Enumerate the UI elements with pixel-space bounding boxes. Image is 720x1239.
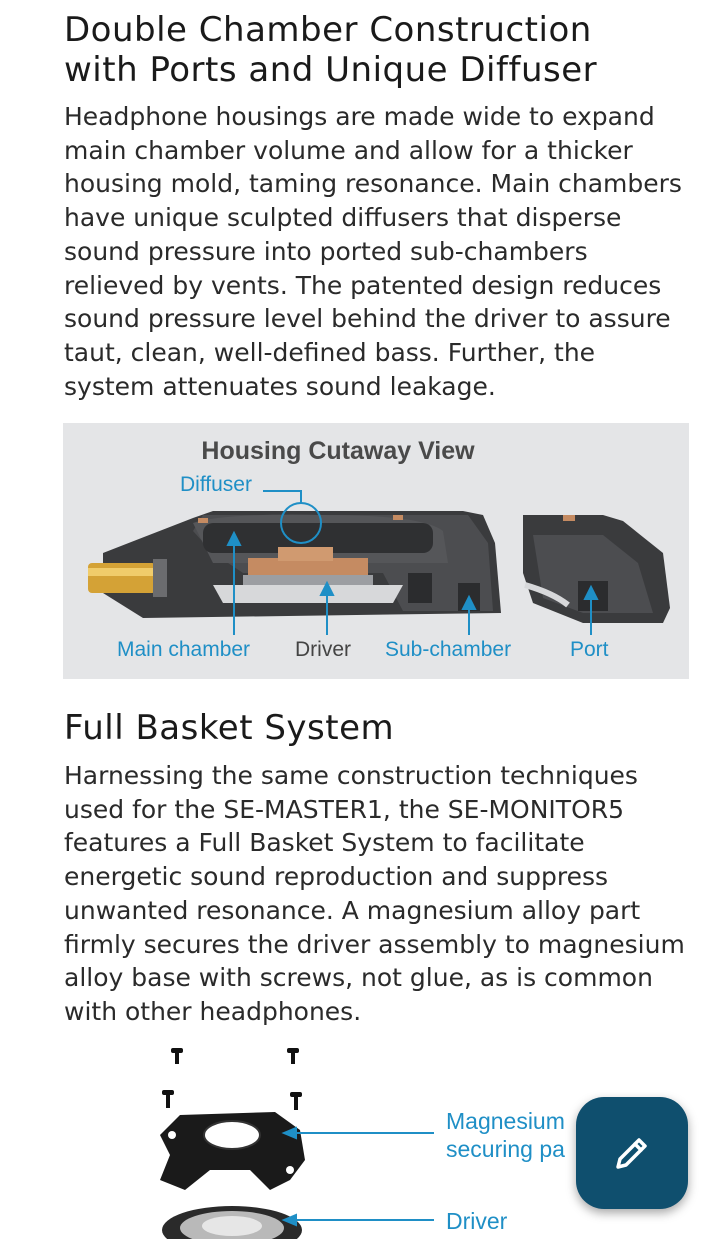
body-line: Headphone housings are made wide to expand <box>64 102 655 131</box>
body-line: firmly secures the driver assembly to magnesium <box>64 929 685 959</box>
body-line: features a Full Basket System to facilitate <box>64 828 585 858</box>
body-line: main chamber volume and allow for a thicker <box>64 135 633 165</box>
title-line: Double Chamber Construction <box>64 10 592 50</box>
housing-cutaway-figure <box>63 423 689 679</box>
body-line: sound pressure into ported sub-chambers <box>64 236 588 266</box>
body-line: taut, clean, well-defined bass. Further, the <box>64 337 596 367</box>
edit-fab-button[interactable] <box>576 1097 688 1209</box>
title-line: with Ports and Unique Diffuser <box>64 50 598 90</box>
body-line: sound pressure level behind the driver to assure <box>64 304 671 334</box>
body-line: unwanted resonance. A magnesium alloy part <box>64 895 641 925</box>
label-diffuser: Diffuser <box>180 473 252 496</box>
label-basket-driver: Driver <box>446 1208 508 1234</box>
body-line: with other headphones. <box>64 996 362 1026</box>
pencil-icon <box>610 1131 654 1175</box>
label-sub-chamber: Sub-chamber <box>385 638 512 661</box>
label-port: Port <box>570 638 609 661</box>
section-body-full-basket <box>64 759 704 1029</box>
body-line: have unique sculpted diffusers that disperse <box>64 203 622 233</box>
label-magnesium-line2: securing pa <box>446 1136 565 1162</box>
body-line: Harnessing the same construction techniques <box>64 761 638 790</box>
section-body-double-chamber <box>64 100 704 403</box>
cutaway-title: Housing Cutaway View <box>201 437 475 465</box>
body-line: housing mold, taming resonance. Main chambers <box>64 169 682 199</box>
section-title-double-chamber <box>64 10 597 90</box>
body-line: relieved by vents. The patented design reduces <box>64 270 662 300</box>
label-main-chamber: Main chamber <box>117 638 251 661</box>
label-magnesium-line1: Magnesium <box>446 1108 565 1134</box>
body-line: system attenuates sound leakage. <box>64 371 496 401</box>
body-line: alloy base with screws, not glue, as is common <box>64 963 653 993</box>
section-title-full-basket: Full Basket System <box>64 708 395 748</box>
body-line: energetic sound reproduction and suppress <box>64 862 609 892</box>
label-driver: Driver <box>295 638 351 661</box>
body-line: used for the SE-MASTER1, the SE-MONITOR5 <box>64 794 625 824</box>
